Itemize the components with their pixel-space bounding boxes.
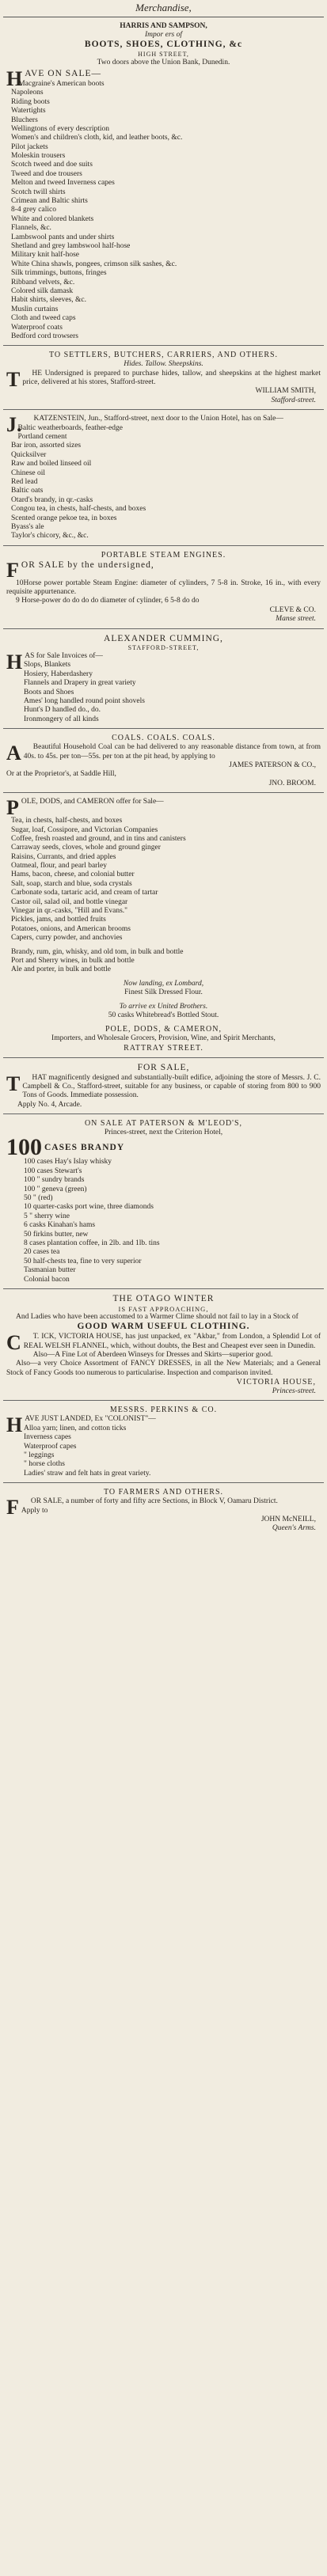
list-item: Boots and Shoes bbox=[24, 688, 74, 696]
list-item: Taylor's chicory, &c., &c. bbox=[11, 532, 89, 541]
list-item: Portland cement bbox=[17, 433, 67, 442]
list-item: Waterproof coats bbox=[11, 323, 63, 332]
ad-otago-winter bbox=[3, 1289, 324, 1402]
list-item: Bluchers bbox=[11, 116, 38, 124]
ad-line: To arrive ex United Brothers. bbox=[119, 1002, 208, 1011]
list-item: Watertights bbox=[11, 107, 46, 116]
list-item: 50 half-chests tea, fine to very superior bbox=[24, 1257, 142, 1265]
ad-signature-address: Manse street. bbox=[276, 615, 316, 624]
list-item: 100 " geneva (green) bbox=[24, 1185, 87, 1193]
ad-sub: Impor ers of bbox=[145, 30, 182, 39]
ad-signature: POLE, DODS, & CAMERON, bbox=[105, 1025, 222, 1034]
list-item: 6 casks Kinahan's hams bbox=[24, 1221, 96, 1230]
list-item: Military knit half-hose bbox=[11, 251, 80, 260]
ad-item-list bbox=[6, 1425, 321, 1478]
dropcap: T bbox=[6, 1072, 21, 1095]
list-item: Baltic weatherboards, feather-edge bbox=[17, 423, 123, 432]
ad-title: PORTABLE STEAM ENGINES. bbox=[101, 550, 226, 560]
dropcap: F bbox=[6, 1496, 19, 1519]
list-item: Chinese oil bbox=[11, 469, 46, 477]
list-item: Waterproof capes bbox=[24, 1442, 77, 1451]
dropcap: A bbox=[6, 742, 21, 765]
list-item: Coffee, fresh roasted and ground, and in tins and canisters bbox=[11, 834, 186, 843]
ad-coals bbox=[3, 729, 324, 793]
ad-line: 10Horse power portable Steam Engine: diameter of cylinders, 7 5-8 in. Stroke, 16 in., with every requisite appurtenance. bbox=[6, 579, 321, 597]
list-item: Salt, soap, starch and blue, soda crystals bbox=[11, 879, 132, 888]
ad-has: AS for Sale Invoices of— bbox=[25, 652, 103, 661]
ad-signature: JAMES PATERSON & CO., bbox=[229, 761, 316, 769]
list-item: Byass's ale bbox=[11, 522, 44, 531]
list-item: Pickles, jams, and bottled fruits bbox=[11, 916, 106, 924]
list-item: Carbonate soda, tartaric acid, and cream of tartar bbox=[11, 889, 158, 897]
ad-signature: JNO. BROOM. bbox=[268, 779, 316, 787]
list-item: Napoleons bbox=[11, 89, 44, 97]
ad-apply: Apply to bbox=[21, 1506, 48, 1515]
list-item: Macgraine's American boots bbox=[18, 79, 105, 88]
ad-cumming bbox=[3, 629, 324, 730]
list-item: Tweed and doe trousers bbox=[11, 169, 82, 178]
list-item: Tea, in chests, half-chests, and boxes bbox=[11, 817, 123, 825]
list-item: Hams, bacon, cheese, and colonial butter bbox=[11, 871, 135, 879]
list-item: Crimean and Baltic shirts bbox=[11, 197, 88, 206]
ad-line: Finest Silk Dressed Flour. bbox=[124, 988, 203, 997]
ad-signature: JOHN McNEILL, bbox=[260, 1515, 316, 1523]
list-item: Slops, Blankets bbox=[24, 661, 71, 670]
dropcap: P bbox=[6, 796, 19, 820]
ad-harris-sampson bbox=[3, 17, 324, 347]
dropcap: C bbox=[6, 1331, 21, 1355]
list-item: 50 firkins butter, new bbox=[24, 1230, 89, 1239]
list-item: Moleskin trousers bbox=[11, 152, 66, 161]
ad-perkins bbox=[3, 1401, 324, 1483]
list-item: Baltic oats bbox=[11, 487, 44, 495]
ad-apply: Apply No. 4, Arcade. bbox=[17, 1100, 82, 1109]
ad-line: Hides. Tallow. Sheepskins. bbox=[124, 360, 203, 369]
section-title: Merchandise, bbox=[3, 0, 324, 17]
list-item: Flannels, &c. bbox=[11, 224, 51, 233]
ad-head: KATZENSTEIN, Jun., Stafford-street, next door to the Union Hotel, has on Sale— bbox=[33, 415, 283, 423]
dropcap: F bbox=[6, 558, 19, 582]
list-item: Ironmongery of all kinds bbox=[24, 715, 99, 723]
list-item: Hosiery, Haberdashery bbox=[24, 670, 93, 678]
ad-street: STAFFORD-STREET, bbox=[127, 644, 200, 652]
list-item: Riding boots bbox=[11, 97, 50, 106]
ad-have: AVE JUST LANDED, Ex "COLONIST"— bbox=[25, 1415, 156, 1424]
list-item: Silk trimmings, buttons, fringes bbox=[11, 269, 107, 278]
list-item: 8-4 grey calico bbox=[11, 206, 56, 214]
list-item: Congou tea, in chests, half-chests, and boxes bbox=[11, 505, 146, 514]
ad-heading: GOOD WARM USEFUL CLOTHING. bbox=[77, 1322, 250, 1332]
ad-paterson-mleod bbox=[3, 1114, 324, 1289]
list-item: Pilot jackets bbox=[11, 142, 48, 151]
ad-heading: CASES BRANDY bbox=[44, 1142, 125, 1152]
list-item: Carraway seeds, cloves, whole and ground ginger bbox=[11, 844, 161, 852]
list-item: Quicksilver bbox=[11, 450, 47, 459]
ad-line: Or at the Proprietor's, at Saddle Hill, bbox=[6, 770, 116, 779]
list-item: Oatmeal, flour, and pearl barley bbox=[11, 862, 107, 871]
dropcap: T bbox=[6, 367, 21, 391]
list-item: 50 " (red) bbox=[24, 1194, 53, 1203]
ad-item-list bbox=[6, 661, 321, 724]
ad-have: AVE ON SALE— bbox=[25, 69, 101, 79]
ad-body: HAT magnificently designed and substantially-built edifice, adjoining the store of Messrs. J. C. Campbell & Co., Stafford-street, suitable for any business, or capable of storing from 800 to 900 Tons of Goods. Immediate possession. bbox=[22, 1073, 321, 1100]
list-item: Scented orange pekoe tea, in boxes bbox=[11, 514, 117, 522]
ad-signature-address: Queen's Arms. bbox=[272, 1524, 316, 1533]
list-item: Sugar, loaf, Cossipore, and Victorian Companies bbox=[11, 825, 158, 834]
ad-pole-dods bbox=[3, 793, 324, 1058]
dropcap: J. bbox=[6, 413, 22, 437]
list-item: Scotch tweed and doe suits bbox=[11, 161, 93, 169]
ad-line: Now landing, ex Lombard, bbox=[123, 979, 204, 988]
ad-head: OLE, DODS, and CAMERON offer for Sale— bbox=[21, 798, 164, 806]
list-item: Lambswool pants and under shirts bbox=[11, 233, 115, 241]
ad-katzenstein bbox=[3, 410, 324, 545]
ad-title: THE OTAGO WINTER bbox=[112, 1293, 215, 1303]
big-number: 100 bbox=[6, 1134, 42, 1161]
ad-settlers bbox=[3, 346, 324, 410]
ad-body: Beautiful Household Coal can be had delivered to any reasonable distance from town, at from 40s. to 45s. per ton—55s. per ton at the pit head, by applying to bbox=[23, 743, 321, 761]
ad-title: BOOTS, SHOES, CLOTHING, &c bbox=[84, 40, 243, 50]
dropcap: H bbox=[6, 651, 23, 674]
ad-title: ON SALE AT PATERSON & M'LEOD'S, bbox=[84, 1119, 243, 1129]
ad-location: Two doors above the Union Bank, Dunedin. bbox=[97, 58, 230, 66]
list-item: Red lead bbox=[11, 477, 38, 486]
ad-farmers bbox=[3, 1483, 324, 1538]
list-item: Brandy, rum, gin, whisky, and old tom, in bulk and bottle bbox=[11, 947, 184, 956]
list-item: 8 cases plantation coffee, in 2lb. and 1lb. tins bbox=[24, 1239, 160, 1247]
list-item: White and colored blankets bbox=[11, 214, 94, 223]
ad-signature-address: Princes-street. bbox=[272, 1387, 316, 1396]
ad-body: T. ICK, VICTORIA HOUSE, has just unpacked, ex "Akbar," from London, a Splendid Lot of REAL WELSH FLANNEL, which, without doubts, the Best and Cheapest ever seen in Dunedin. bbox=[23, 1333, 321, 1350]
ad-body: Also—A Fine Lot of Aberdeen Winseys for Dresses and Skirts—superior good. bbox=[32, 1350, 273, 1359]
ad-item-list bbox=[6, 424, 321, 541]
list-item: Wellingtons of every description bbox=[11, 124, 110, 133]
list-item: " leggings bbox=[24, 1451, 55, 1460]
list-item: Vinegar in qr.-casks, "Hill and Evans." bbox=[11, 907, 128, 916]
list-item: Ribband velvets, &c. bbox=[11, 278, 75, 286]
list-item: Shetland and grey lambswool half-hose bbox=[11, 241, 131, 250]
list-item: Colored silk damask bbox=[11, 286, 74, 295]
ad-title: MESSRS. PERKINS & CO. bbox=[109, 1406, 218, 1415]
ad-body: HE Undersigned is prepared to purchase hides, tallow, and sheepskins at the highest market price, delivered at his stores, Stafford-street. bbox=[22, 369, 321, 387]
ad-signature: VICTORIA HOUSE, bbox=[236, 1378, 316, 1387]
ad-line: 50 casks Whitebread's Bottled Stout. bbox=[108, 1011, 219, 1019]
list-item: Habit shirts, sleeves, &c. bbox=[11, 296, 86, 305]
list-item: Scotch twill shirts bbox=[11, 188, 66, 196]
list-item: Alloa yarn; linen, and cotton ticks bbox=[24, 1424, 127, 1432]
list-item: Melton and tweed Inverness capes bbox=[11, 179, 115, 188]
ad-item-list bbox=[6, 817, 321, 943]
list-item: Hunt's D handled do., do. bbox=[24, 706, 101, 715]
dropcap: H bbox=[6, 67, 23, 91]
ad-body: OR SALE, a number of forty and fifty acre Sections, in Block V, Oamaru District. bbox=[30, 1497, 278, 1506]
ad-body: Also—a very Choice Assortment of FANCY DRESSES, in all the New Materials; and a General Stock of Fancy Goods too numerous to particularise. Inspection and comparison invited. bbox=[6, 1360, 321, 1377]
list-item: Ale and porter, in bulk and bottle bbox=[11, 966, 111, 974]
ad-signature: CLEVE & CO. bbox=[269, 605, 316, 614]
list-item: Raisins, Currants, and dried apples bbox=[11, 852, 116, 861]
ad-item-list bbox=[6, 80, 321, 341]
ad-signature: WILLIAM SMITH, bbox=[255, 387, 316, 396]
list-item: Cloth and tweed caps bbox=[11, 314, 76, 323]
list-item: Otard's brandy, in qr.-casks bbox=[11, 495, 93, 504]
ad-steam-engines bbox=[3, 546, 324, 629]
list-item: 20 cases tea bbox=[24, 1248, 60, 1257]
list-item: " horse cloths bbox=[24, 1460, 65, 1469]
list-item: 100 cases Hay's Islay whisky bbox=[24, 1158, 112, 1167]
list-item: Inverness capes bbox=[24, 1433, 71, 1442]
list-item: 10 quarter-casks port wine, three diamonds bbox=[24, 1203, 154, 1212]
ad-line: 9 Horse-power do do do do diameter of cylinder, 6 5-8 do do bbox=[16, 597, 200, 605]
ad-for-sale: OR SALE by the undersigned, bbox=[21, 560, 154, 570]
ad-title: COALS. COALS. COALS. bbox=[112, 734, 215, 743]
list-item: Ames' long handled round point shovels bbox=[24, 697, 145, 705]
ad-head: HARRIS AND SAMPSON, bbox=[120, 21, 207, 30]
ad-street: RATTRAY STREET. bbox=[124, 1043, 203, 1053]
list-item: Potatoes, onions, and American brooms bbox=[11, 924, 131, 933]
list-item: Bar iron, assorted sizes bbox=[11, 442, 82, 450]
ad-line: IS FAST APPROACHING, bbox=[118, 1304, 209, 1313]
list-item: Capers, curry powder, and anchovies bbox=[11, 934, 123, 943]
list-item: 100 " sundry brands bbox=[24, 1176, 85, 1185]
ad-title: FOR SALE, bbox=[137, 1062, 190, 1072]
list-item: 5 " sherry wine bbox=[24, 1212, 70, 1220]
list-item: Port and Sherry wines, in bulk and bottle bbox=[11, 956, 135, 965]
ad-street: Princes-street, next the Criterion Hotel, bbox=[104, 1129, 223, 1137]
list-item: Bedford cord trowsers bbox=[11, 332, 78, 340]
ad-title: TO SETTLERS, BUTCHERS, CARRIERS, AND OTHERS. bbox=[48, 351, 279, 360]
list-item: Raw and boiled linseed oil bbox=[11, 460, 92, 469]
list-item: Women's and children's cloth, kid, and leather boots, &c. bbox=[11, 134, 183, 142]
dropcap: H bbox=[6, 1413, 23, 1437]
ad-signature-address: Stafford-street. bbox=[271, 396, 316, 404]
list-item: Castor oil, salad oil, and bottle vinegar bbox=[11, 897, 128, 906]
list-item: White China shawls, pongees, crimson silk sashes, &c. bbox=[11, 260, 177, 268]
list-item: 100 cases Stewart's bbox=[24, 1167, 82, 1175]
newspaper-page bbox=[3, 0, 324, 2576]
ad-for-sale-edifice bbox=[3, 1058, 324, 1114]
ad-title: ALEXANDER CUMMING, bbox=[104, 633, 223, 643]
list-item: Muslin curtains bbox=[11, 305, 59, 313]
list-item: Tasmanian butter bbox=[24, 1266, 76, 1275]
ad-line: Importers, and Wholesale Grocers, Provision, Wine, and Spirit Merchants, bbox=[51, 1034, 276, 1043]
ad-item-list bbox=[6, 1266, 321, 1284]
ad-title: TO FARMERS AND OTHERS. bbox=[103, 1488, 224, 1497]
ad-body: And Ladies who have been accustomed to a Warmer Clime should not fail to lay in a Stock of bbox=[16, 1312, 298, 1321]
list-item: Ladies' straw and felt hats in great variety. bbox=[24, 1469, 151, 1478]
ad-item-list bbox=[6, 948, 321, 975]
list-item: Flannels and Drapery in great variety bbox=[24, 679, 136, 688]
ad-item-list bbox=[6, 1158, 321, 1266]
list-item: Colonial bacon bbox=[24, 1275, 70, 1284]
ad-street: HIGH STREET, bbox=[138, 51, 189, 59]
